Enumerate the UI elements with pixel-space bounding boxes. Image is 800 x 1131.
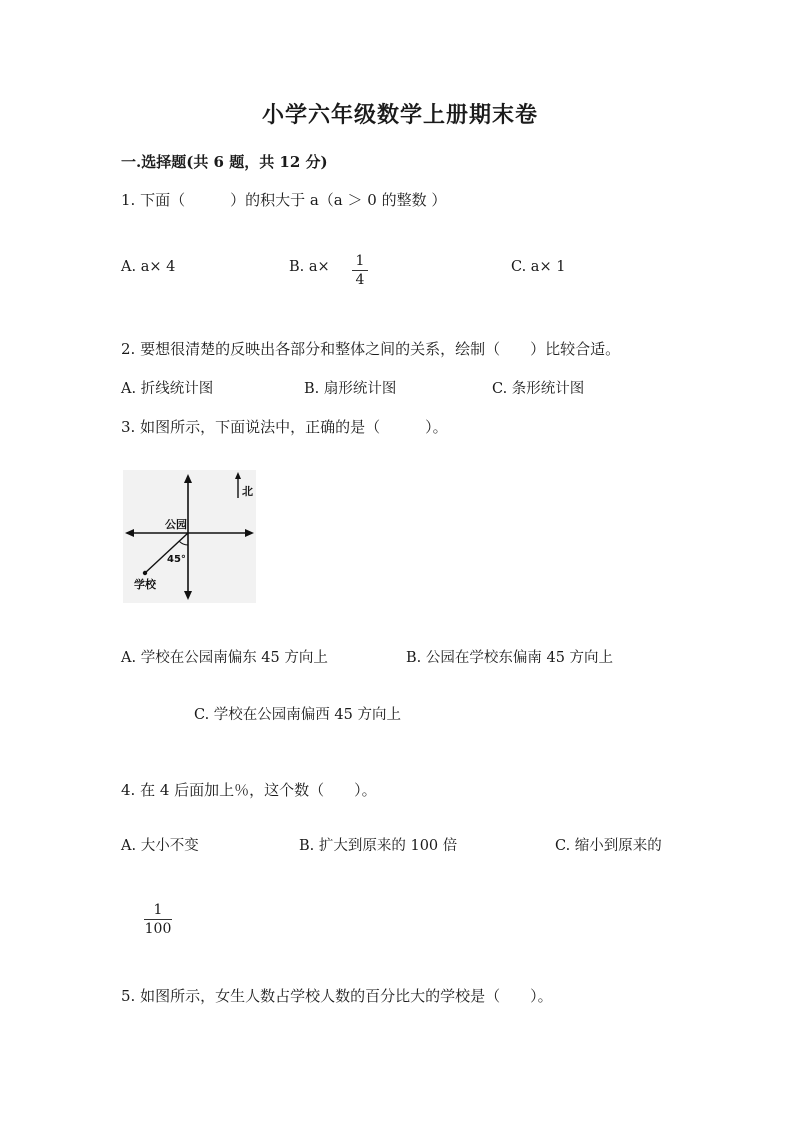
question-4-option-a: A. 大小不变 [121,838,199,854]
page-title: 小学六年级数学上册期末卷 [261,102,538,128]
question-2-option-c: C. 条形统计图 [492,381,585,397]
school-label: 学校 [134,578,156,591]
north-label: 北 [242,485,253,498]
question-1-option-b: B. a× [289,259,330,275]
question-4-option-c: C. 缩小到原来的 [555,838,662,854]
question-4-option-c-fraction [144,903,172,936]
angle-arc [180,542,189,546]
fraction-numerator: 1 [355,253,365,269]
question-2-stem: 2. 要想很清楚的反映出各部分和整体之间的关系，绘制（ ）比较合适。 [121,340,621,358]
question-1-stem: 1. 下面（ ）的积大于 a（a ＞ 0 的整数 ） [121,191,447,209]
question-2-option-b: B. 扇形统计图 [304,381,397,397]
axis-arrow-right [245,529,254,537]
angle-label: 45° [167,554,186,565]
question-4-stem: 4. 在 4 后面加上％，这个数（ ）。 [121,781,377,799]
fraction-bar [144,919,172,920]
fraction-denominator: 100 [144,921,172,937]
direction-diagram [123,470,256,603]
axis-arrow-down [184,591,192,600]
park-label: 公园 [165,518,187,531]
school-point [143,571,147,575]
question-3-option-a: A. 学校在公园南偏东 45 方向上 [121,650,328,666]
axis-arrow-left [125,529,134,537]
fraction-bar [352,270,368,271]
question-3-option-c: C. 学校在公园南偏西 45 方向上 [194,707,401,723]
school-direction-line [145,533,188,573]
question-3-stem: 3. 如图所示，下面说法中，正确的是（ ）。 [121,418,448,436]
question-1-option-a: A. a× 4 [121,259,176,275]
section-header: 一.选择题(共 6 题，共 12 分) [121,153,328,171]
question-4-option-b: B. 扩大到原来的 100 倍 [299,838,458,854]
question-3-option-b: B. 公园在学校东偏南 45 方向上 [406,650,614,666]
direction-figure [123,470,256,603]
north-arrow-head [235,472,241,479]
question-1-option-c: C. a× 1 [511,259,566,275]
question-1-option-b-fraction [352,254,368,287]
axis-arrow-up [184,474,192,483]
fraction-denominator: 4 [355,272,365,288]
question-5-stem: 5. 如图所示，女生人数占学校人数的百分比大的学校是（ ）。 [121,987,553,1005]
fraction-numerator: 1 [153,902,163,918]
question-2-option-a: A. 折线统计图 [121,381,214,397]
